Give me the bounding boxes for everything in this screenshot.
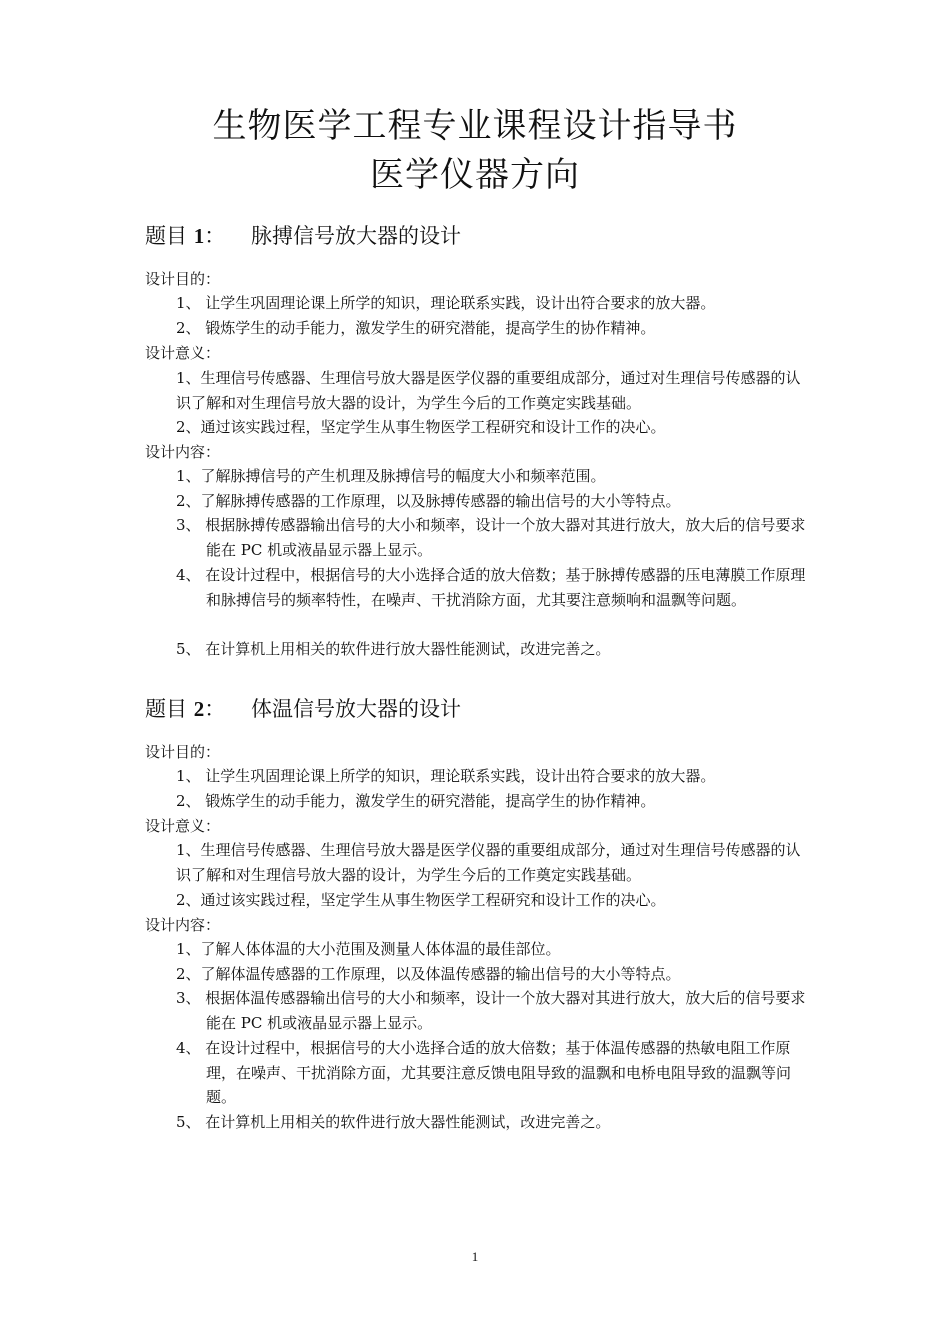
meaning-item: 2、通过该实践过程，坚定学生从事生物医学工程研究和设计工作的决心。 (176, 891, 666, 909)
meaning-item: 1、生理信号传感器、生理信号放大器是医学仪器的重要组成部分，通过对生理信号传感器的认识了解和对生理信号放大器的设计，为学生今后的工作奠定实践基础。 (176, 369, 801, 412)
topic-heading (145, 222, 805, 250)
document-subtitle: 医学仪器方向 (370, 155, 580, 195)
content-item: 3、 根据体温传感器输出信号的大小和频率，设计一个放大器对其进行放大，放大后的信号要求能在 PC 机或液晶显示器上显示。 (176, 989, 806, 1032)
document-title: 生物医学工程专业课程设计指导书 (212, 106, 738, 146)
content-item: 4、 在设计过程中，根据信号的大小选择合适的放大倍数；基于脉搏传感器的压电薄膜工作原理和脉搏信号的频率特性，在噪声、干扰消除方面，尤其要注意频响和温飘等问题。 (176, 566, 806, 609)
topic-name: 脉搏信号放大器的设计 (251, 224, 461, 248)
topic-number: 题目 1： (145, 224, 226, 248)
meaning-item: 1、生理信号传感器、生理信号放大器是医学仪器的重要组成部分，通过对生理信号传感器的认识了解和对生理信号放大器的设计，为学生今后的工作奠定实践基础。 (176, 841, 801, 884)
page-number: 1 (471, 1249, 479, 1264)
meaning-heading: 设计意义： (145, 344, 221, 362)
purpose-item: 2、 锻炼学生的动手能力，激发学生的研究潜能，提高学生的协作精神。 (176, 319, 656, 337)
content-item: 2、了解脉搏传感器的工作原理，以及脉搏传感器的输出信号的大小等特点。 (176, 492, 681, 510)
content-heading: 设计内容： (145, 443, 221, 461)
purpose-item: 1、 让学生巩固理论课上所学的知识，理论联系实践，设计出符合要求的放大器。 (176, 294, 716, 312)
topic-heading (145, 695, 805, 723)
content-item: 1、了解人体体温的大小范围及测量人体体温的最佳部位。 (176, 940, 561, 958)
topic-number: 题目 2： (145, 697, 226, 721)
purpose-heading: 设计目的： (145, 743, 221, 761)
content-item: 5、 在计算机上用相关的软件进行放大器性能测试，改进完善之。 (176, 640, 611, 658)
content-item: 2、了解体温传感器的工作原理，以及体温传感器的输出信号的大小等特点。 (176, 965, 681, 983)
purpose-heading: 设计目的： (145, 270, 221, 288)
content-item: 5、 在计算机上用相关的软件进行放大器性能测试，改进完善之。 (176, 1113, 611, 1131)
meaning-item: 2、通过该实践过程，坚定学生从事生物医学工程研究和设计工作的决心。 (176, 418, 666, 436)
content-item: 1、了解脉搏信号的产生机理及脉搏信号的幅度大小和频率范围。 (176, 467, 606, 485)
meaning-heading: 设计意义： (145, 817, 221, 835)
content-item: 3、 根据脉搏传感器输出信号的大小和频率，设计一个放大器对其进行放大，放大后的信号要求能在 PC 机或液晶显示器上显示。 (176, 516, 806, 559)
purpose-item: 1、 让学生巩固理论课上所学的知识，理论联系实践，设计出符合要求的放大器。 (176, 767, 716, 785)
purpose-item: 2、 锻炼学生的动手能力，激发学生的研究潜能，提高学生的协作精神。 (176, 792, 656, 810)
content-heading: 设计内容： (145, 916, 221, 934)
topic-name: 体温信号放大器的设计 (251, 697, 461, 721)
content-item: 4、 在设计过程中，根据信号的大小选择合适的放大倍数；基于体温传感器的热敏电阻工作原理，在噪声、干扰消除方面，尤其要注意反馈电阻导致的温飘和电桥电阻导致的温飘等问题。 (176, 1039, 792, 1106)
